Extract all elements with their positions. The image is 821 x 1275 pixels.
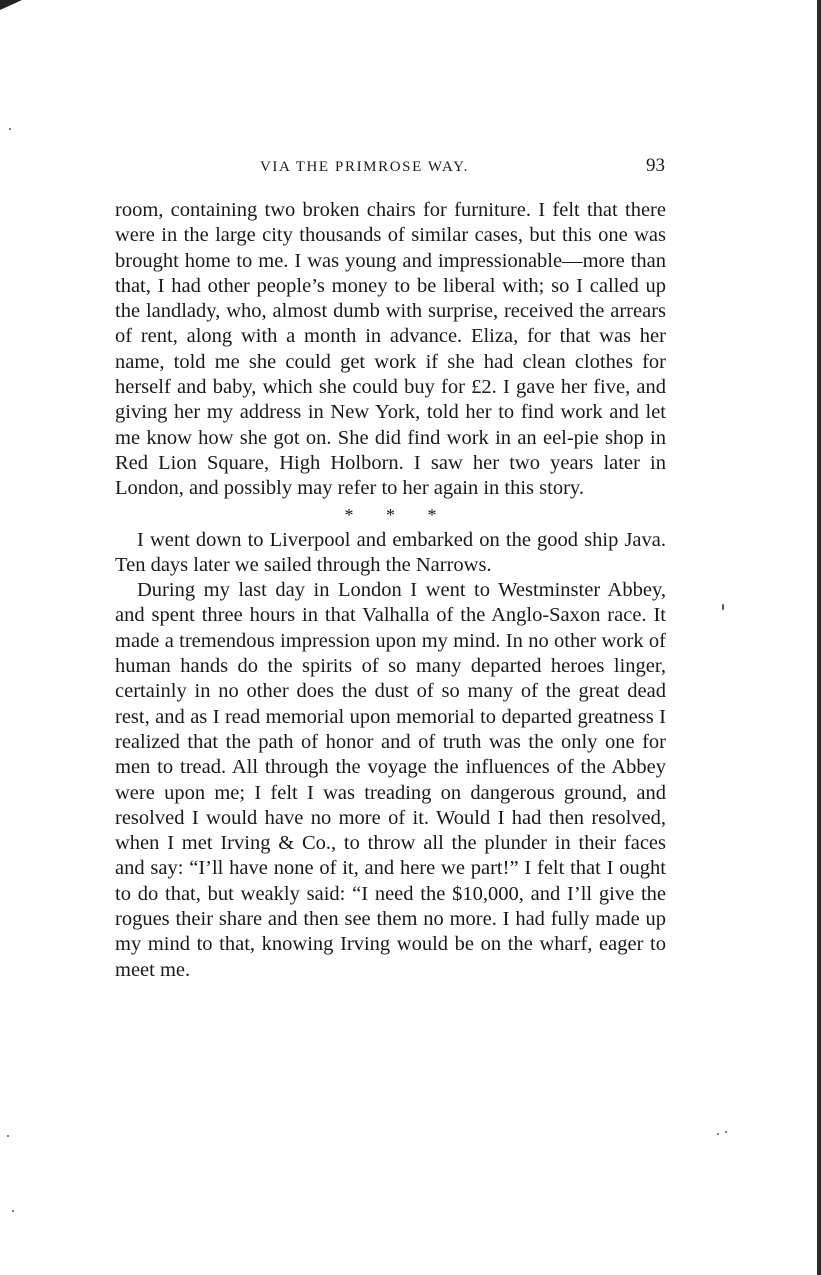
page-number: 93	[646, 155, 665, 176]
paragraph: I went down to Liverpool and embarked on the good ship Java. Ten days later we sailed through the Narrows.	[115, 528, 666, 576]
page-header	[260, 155, 665, 181]
scan-edge	[817, 0, 821, 1275]
paragraph: During my last day in London I went to Westminster Abbey, and spent three hours in that Valhalla of the Anglo-Saxon race. It made a tremendous impression upon my mind. In no other work of human hands do the spirits of so many departed heroes linger, certainly in no other does the dust of so many of the great dead rest, and as I read memorial upon memorial to departed greatness I realized that the path of honor and of truth was the only one for men to tread. All through the voyage the influences of the Abbey were upon me; I felt I was treading on dangerous ground, and resolved I would have no more of it. Would I had then resolved, when I met Irving & Co., to throw all the plunder in their faces and say: “I’ll have none of it, and here we part!” I felt that I ought to do that, but weakly said: “I need the $10,000, and I’ll give the rogues their share and then see them no more. I had fully made up my mind to that, knowing Irving would be on the wharf, eager to meet me.	[115, 579, 666, 981]
scan-speck	[725, 1131, 727, 1133]
section-separator: * * *	[344, 504, 451, 525]
scan-speck	[9, 128, 11, 130]
scan-speck	[7, 1135, 9, 1137]
scan-speck	[12, 1210, 15, 1213]
body-text	[115, 198, 666, 983]
scan-speck	[722, 604, 724, 610]
scan-speck	[717, 1133, 719, 1135]
running-head: VIA THE PRIMROSE WAY.	[260, 159, 469, 175]
paragraph: room, containing two broken chairs for furniture. I felt that there were in the large city thousands of similar cases, but this one was brought home to me. I was young and impressionable—more than that, I had other people’s money to be liberal with; so I called up the landlady, who, almost dumb with surprise, received the arrears of rent, along with a month in advance. Eliza, for that was her name, told me she could get work if she had clean clothes for herself and baby, which she could buy for £2. I gave her five, and giving her my address in New York, told her to find work and let me know how she got on. She did find work in an eel-pie shop in Red Lion Square, High Holborn. I saw her two years later in London, and possibly may refer to her again in this story.	[115, 199, 666, 500]
scan-corner-mark	[0, 0, 22, 10]
